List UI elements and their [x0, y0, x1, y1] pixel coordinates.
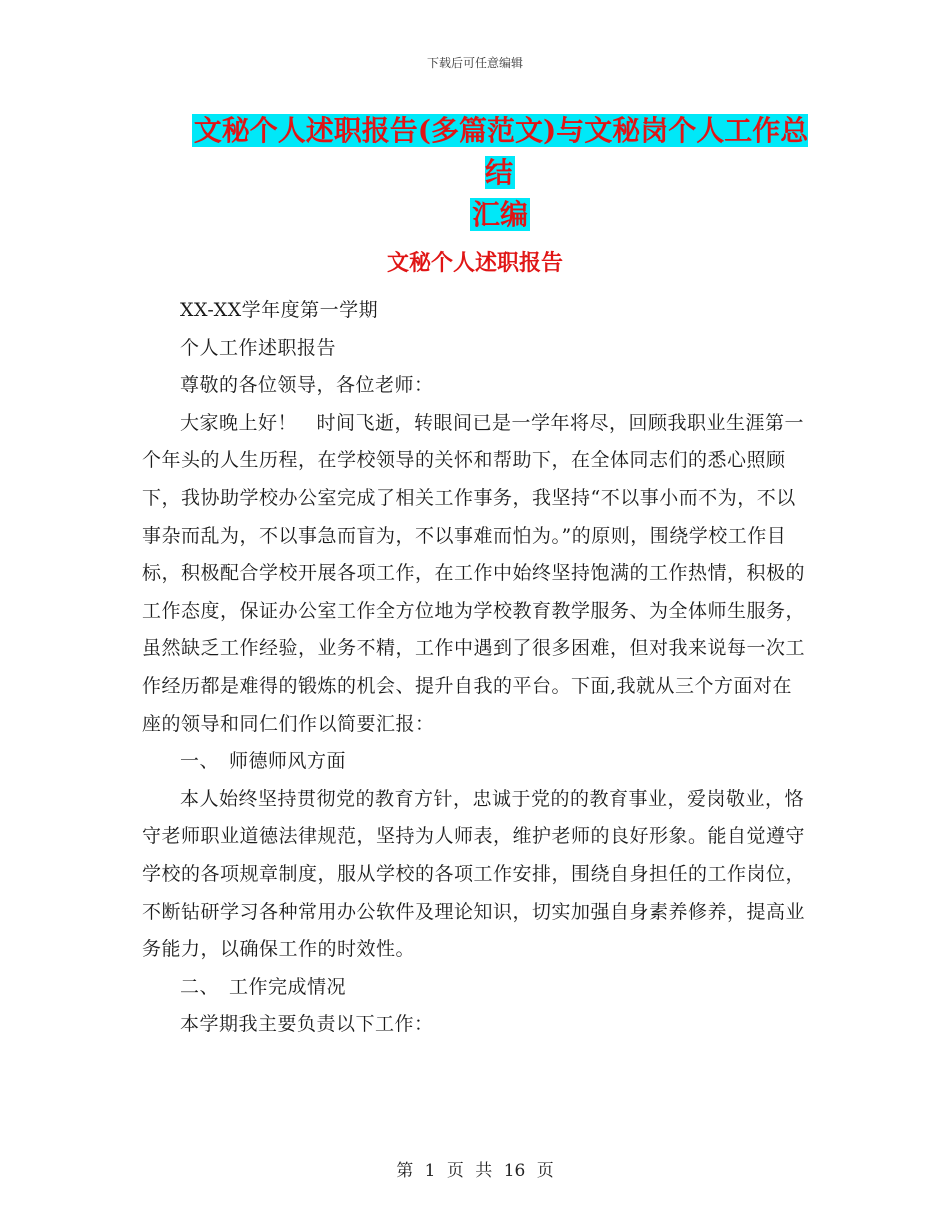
body-text — [142, 292, 810, 1044]
paragraph-intro: 大家晚上好！ 时间飞逝，转眼间已是一学年将尽，回顾我职业生涯第一个年头的人生历程，在学校领导的关怀和帮助下，在全体同志们的悉心照顾下，我协助学校办公室完成了相关工作事务，我坚持“不以事小而不为，不以事杂而乱为，不以事急而盲为，不以事难而怕为。”的原则，围绕学校工作目标，积极配合学校开展各项工作，在工作中始终坚持饱满的工作热情，积极的工作态度，保证办公室工作全方位地为学校教育教学服务、为全体师生服务，虽然缺乏工作经验，业务不精，工作中遇到了很多困难，但对我来说每一次工作经历都是难得的锻炼的机会、提升自我的平台。下面,我就从三个方面对在座的领导和同仁们作以简要汇报： — [142, 411, 806, 735]
document-title-line1: 文秘个人述职报告(多篇范文)与文秘岗个人工作总结 — [193, 114, 809, 189]
paragraph-report-name: 个人工作述职报告 — [180, 336, 337, 359]
document-title-line2: 汇编 — [471, 198, 528, 231]
paragraph-ethics: 本人始终坚持贯彻党的教育方针，忠诚于党的的教育事业，爱岗敬业，恪守老师职业道德法律规范，坚持为人师表，维护老师的良好形象。能自觉遵守学校的各项规章制度，服从学校的各项工作安排，围绕自身担任的工作岗位，不断钻研学习各种常用办公软件及理论知识，切实加强自身素养修养，提高业务能力，以确保工作的时效性。 — [142, 787, 806, 961]
heading-ethics: 一、 师德师风方面 — [180, 750, 347, 773]
paragraph-term: XX-XX学年度第一学期 — [180, 299, 379, 321]
paragraph-salutation: 尊敬的各位领导，各位老师： — [180, 374, 434, 397]
paragraph-work-intro: 本学期我主要负责以下工作： — [180, 1013, 434, 1036]
section-title: 文秘个人述职报告 — [386, 250, 563, 276]
page-footer: 第 1 页 共 16 页 — [396, 1161, 554, 1181]
document-title — [180, 110, 820, 236]
header-note: 下载后可任意编辑 — [426, 56, 523, 70]
heading-work-completion: 二、 工作完成情况 — [180, 975, 347, 998]
